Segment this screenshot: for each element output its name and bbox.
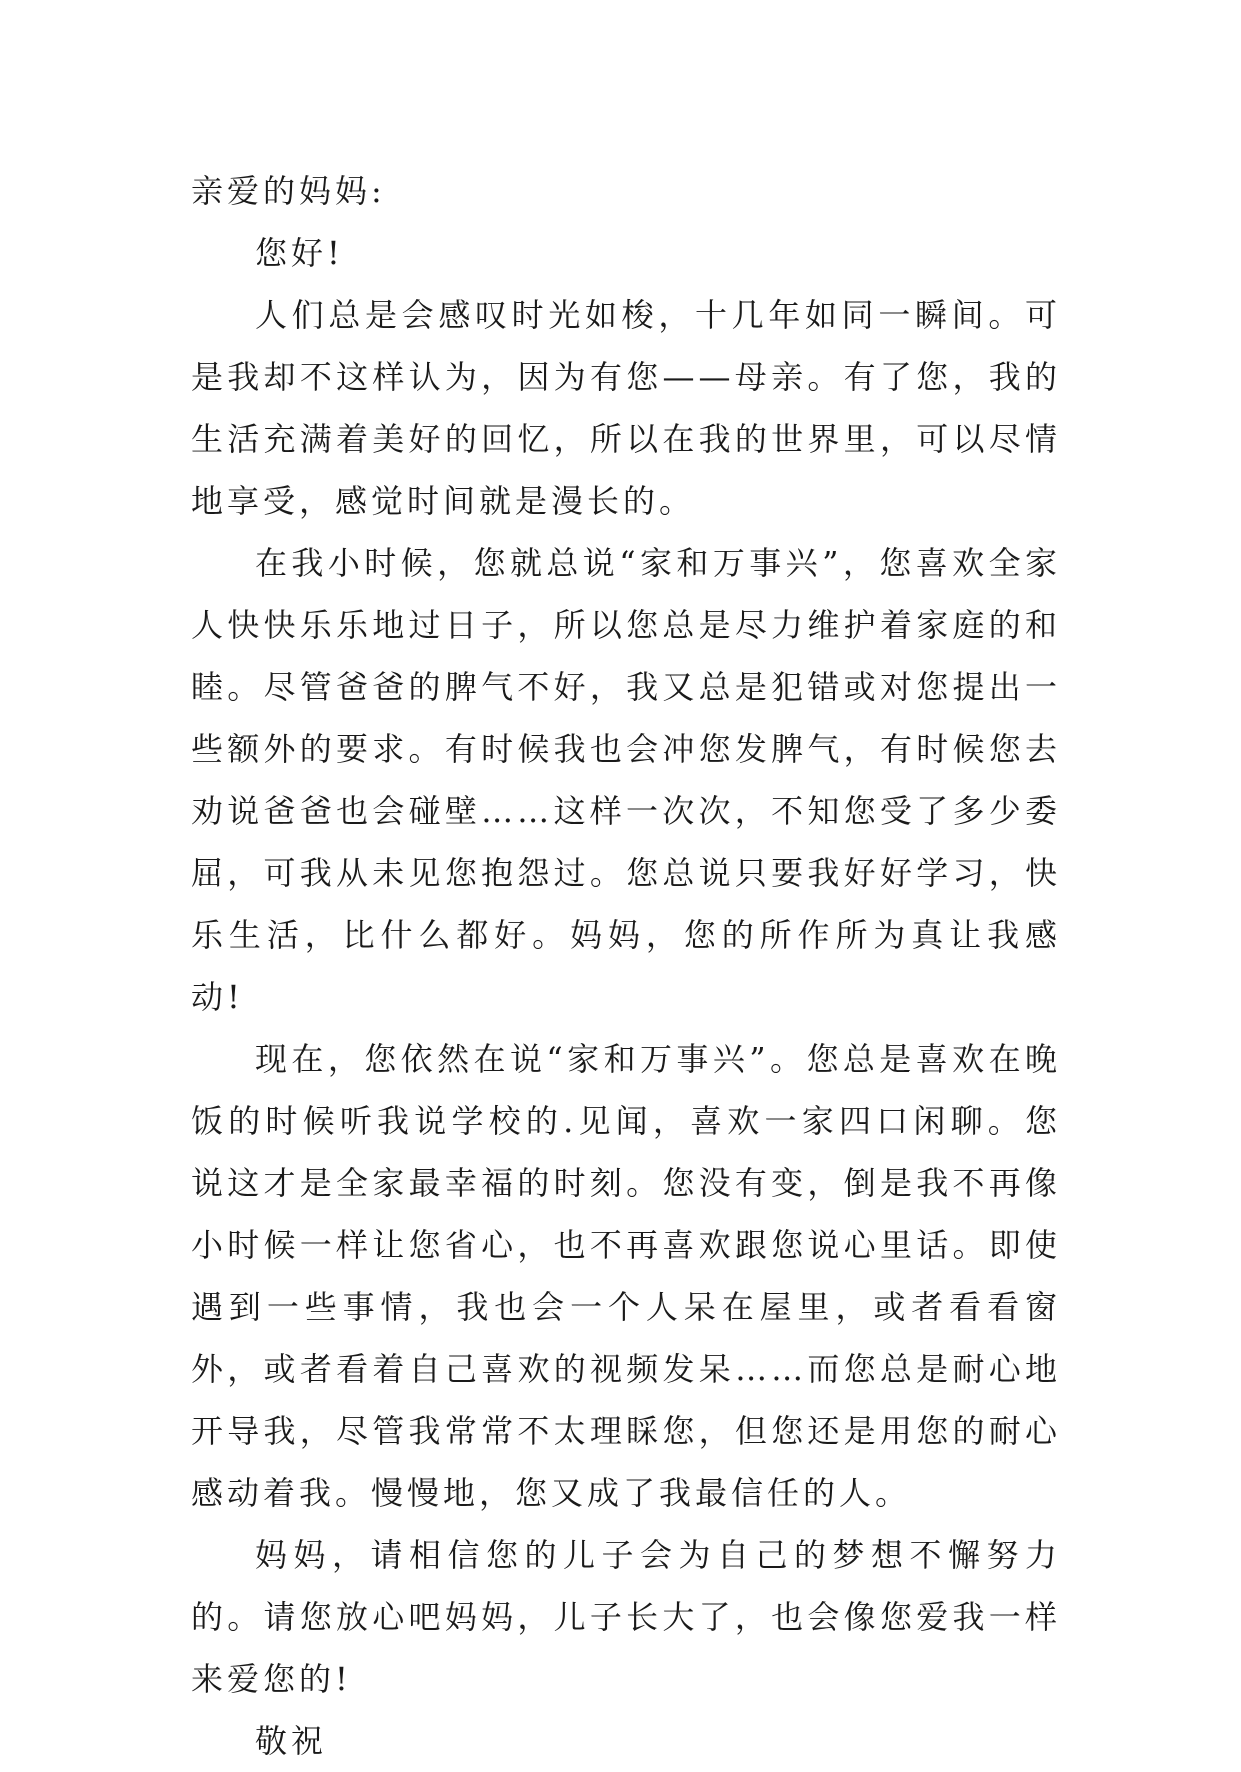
paragraph-3: 现在，您依然在说“家和万事兴”。您总是喜欢在晚饭的时候听我说学校的.见闻，喜欢一家四口闲聊。您说这才是全家最幸福的时刻。您没有变，倒是我不再像小时候一样让您省心，也不再喜欢跟您说心里话。即使遇到一些事情，我也会一个人呆在屋里，或者看看窗外，或者看着自己喜欢的视频发呆……而您总是耐心地开导我，尽管我常常不太理睬您，但您还是用您的耐心感动着我。慢慢地，您又成了我最信任的人。 <box>191 1040 1061 1512</box>
salutation: 亲爱的妈妈: <box>191 172 386 210</box>
greeting: 您好! <box>255 234 344 272</box>
paragraph-1: 人们总是会感叹时光如梭，十几年如同一瞬间。可是我却不这样认为，因为有您——母亲。有了您，我的生活充满着美好的回忆，所以在我的世界里，可以尽情地享受，感觉时间就是漫长的。 <box>191 296 1061 520</box>
letter-body <box>191 160 1061 1772</box>
paragraph-2: 在我小时候，您就总说“家和万事兴”，您喜欢全家人快快乐乐地过日子，所以您总是尽力维护着家庭的和睦。尽管爸爸的脾气不好，我又总是犯错或对您提出一些额外的要求。有时候我也会冲您发脾气，有时候您去劝说爸爸也会碰壁……这样一次次，不知您受了多少委屈，可我从未见您抱怨过。您总说只要我好好学习，快乐生活，比什么都好。妈妈，您的所作所为真让我感动! <box>191 544 1061 1016</box>
paragraph-4: 妈妈，请相信您的儿子会为自己的梦想不懈努力的。请您放心吧妈妈，儿子长大了，也会像您爱我一样来爱您的! <box>191 1536 1061 1698</box>
closing: 敬祝 <box>255 1722 328 1760</box>
